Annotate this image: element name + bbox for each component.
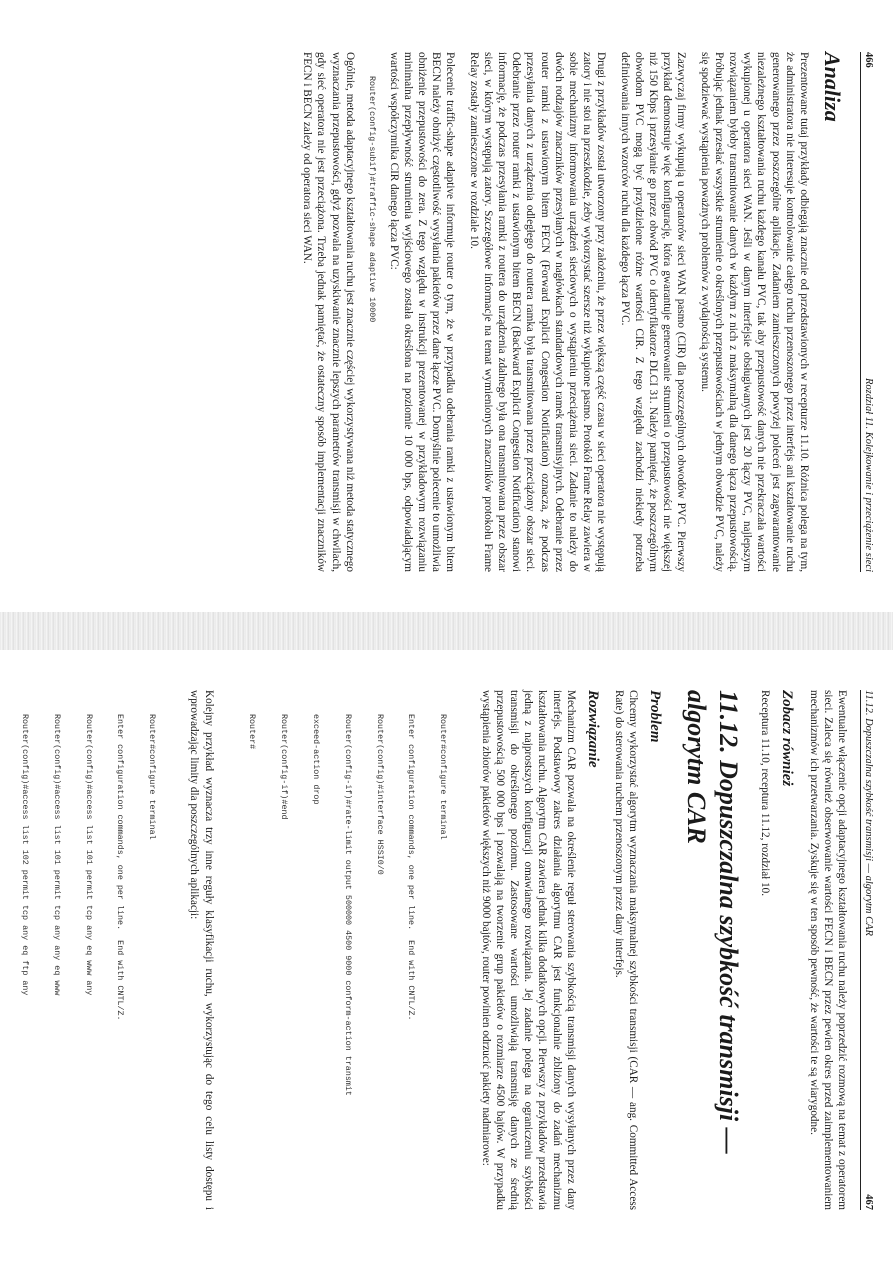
right-section-title: 11.12. Dopuszczalna szybkość transmisji — algorytm CAR [863, 690, 874, 936]
code-line: Enter configuration commands, one per line. End with CNTL/Z. [115, 714, 126, 1021]
right-running-head [860, 690, 875, 1210]
rate-limit-code-block [226, 714, 470, 1210]
problem-heading: Problem [647, 690, 664, 743]
intro-paragraph: Ewentualne włączenie opcji adaptacyjnego kształtowania ruchu należy poprzedzić rozmową na temat z operatorem sieci. Zaleca się również obserwowanie wartości FECN i BECN przez pewien okres przed zaimplementowaniem mechanizmów ich przetwarzania. Zyskuje się w ten sposób pewność, że wartości te są wiarygodne. [807, 690, 848, 1210]
analysis-heading: Analiza [820, 52, 845, 122]
middle-paragraph: Kolejny przykład wyznacza trzy inne reguły klasyfikacji ruchu, wykorzystując do tego celu listy dostępu i wprowadzając limity dla poszczególnych aplikacji: [188, 690, 215, 1210]
code-line: exceed-action drop [311, 714, 322, 805]
recipe-title: 11.12. Dopuszczalna szybkość transmisji — algorytm CAR [682, 690, 744, 1154]
left-page-number: 466 [863, 52, 874, 68]
code-line: Router(config)#interface HSSI0/0 [374, 714, 385, 875]
see-also-text: Receptura 11.10, receptura 11.12, rozdział 10. [759, 690, 772, 897]
code-line: Router# [247, 714, 258, 750]
problem-text: Chcemy wykorzystać algorytm wyznaczania maksymalnej szybkości transmisji (CAR — ang. Committed Access Rate) do sterowania ruchem przenoszonym przez dany interfejs. [612, 690, 640, 1210]
analysis-paragraph-4: Polecenie traffic-shape adaptive informuje router o tym, że w przypadku odebrania ramki z ustawionym bitem BECN należy obniżyć częstotliwość wysyłania pakietów przez dane łącze PVC. Domyślnie polecenie to umożliwia obniżenie przepustowości do zera. Z tego względu w instrukcji prezentowanej w przykładowym rozwiązaniu minimalna przepływność strumienia wyjściowego została określona na poziomie 10 000 bps, odpowiadającym wartości współczynnika CIR danego łącza PVC: [387, 52, 457, 572]
analysis-paragraph-5: Ogólnie, metoda adaptacyjnego kształtowania ruchu jest znacznie częściej wykorzystywana niż metoda statycznego wyznaczania przepustowości, gdyż pozwala na uzyskiwanie znacznie lepszych parametrów transmisji w chwilach, gdy sieć operatora nie jest przeciążona. Trzeba jednak pamiętać, że ostateczny sposób implementacji znaczników FECN i BECN zależy od operatora sieci WAN. [301, 52, 356, 572]
solution-heading: Rozwiązanie [584, 690, 601, 768]
code-line: Router(config-if)#rate-limit output 500000 4500 9000 conform-action transmit [342, 714, 353, 1096]
traffic-shape-code: Router(config-subif)#traffic-shape adaptive 10000 [367, 76, 378, 323]
code-line: Router#configure terminal [147, 714, 158, 840]
code-line: Router(config-if)#end [279, 714, 290, 820]
book-gutter [0, 612, 893, 650]
left-running-head [860, 52, 875, 572]
see-also-heading: Zobacz również [779, 690, 796, 787]
right-page [0, 650, 893, 1250]
left-chapter-title: Rozdział 11. Kolejkowanie i przeciążenie sieci [863, 377, 874, 572]
code-line: Router(config)#access list 101 permit tcp any eq www any [83, 714, 94, 996]
code-line: Router(config)#access list 101 permit tcp any any eq www [51, 714, 62, 996]
left-page [0, 12, 893, 612]
code-line: Router#configure terminal [438, 714, 449, 840]
right-page-number: 467 [863, 1194, 874, 1210]
solution-text: Mechanizm CAR pozwala na określenie reguł sterowania szybkością transmisji danych wysyłanych przez dany interfejs. Podstawowy zakres działania algorytmu CAR jest funkcjonalnie zbliżony do zadań mechanizmu kształtowania ruchu. Algorytm CAR zawiera jednak kilka dodatkowych opcji. Pierwszy z przykładów przedstawia jedną z najprostszych konfiguracji omawianego rozwiązania. Jej zadanie polega na ograniczeniu szybkości transmisji do określonego poziomu. Zastosowane wartości umożliwiają transmisję danych ze średnią przepustowością 500 000 bps i pozwalają na tworzenie grup pakietów o rozmiarze 4500 bajtów. W przypadku wystąpienia zbiorów pakietów większych niż 9000 bajtów, router powinien odrzucić pakiety nadmiarowe: [479, 690, 577, 1210]
analysis-paragraph-2: Zazwyczaj firmy wykupują u operatorów sieci WAN pasmo (CIR) dla poszczególnych obwodów PVC. Pierwszy przykład demonstruje więc konfigurację, która gwarantuje generowanie strumieni o przepustowości nie większej niż 150 Kbps i przesyłanie go przez obwód PVC o identyfikatorze DLCI 31. Należy pamiętać, że poszczególnym obwodom PVC mogą być przydzielone różne wartości CIR. Z tego względu zachodzi niekiedy potrzeba definiowania innych wzorców ruchu dla każdego łącza PVC. [618, 52, 688, 572]
analysis-paragraph-1: Prezentowane tutaj przykłady odbiegają znacznie od przedstawionych w recepturze 11.10. Różnica polega na tym, że administratora nie interesuje kontrolowanie całego ruchu przenoszonego przez interfejs ani kształtowanie ruchu generowanego przez poszczególne aplikacje. Zadaniem zamieszczonych powyżej poleceń jest zagwarantowanie niezależnego kształtowania ruchu każdego kanału PVC, tak aby przepustowość danych nie przekraczała wartości wykupionej u operatora sieci WAN. Jeśli w danym interfejsie obsługiwanych jest 20 łączy PVC, najlepszym rozwiązaniem byłoby transmitowanie danych w każdym z nich z maksymalną dla danego łącza przepustowością. Próbując jednak przesłać wszystkie strumienie o określonych przepustowościach w jednym obwodzie PVC, należy się spodziewać wystąpienia poważnych problemów z wydajnością systemu. [698, 52, 810, 572]
access-list-code-block [0, 714, 178, 1210]
code-line: Enter configuration commands, one per line. End with CNTL/Z. [406, 714, 417, 1021]
analysis-paragraph-3: Drugi z przykładów został utworzony przy założeniu, że przez większą część czasu w sieci operatora nie występują zatory i nie stoi na przeszkodzie, żeby wykorzystać szersze niż wykupione pasmo. Protokół Frame Relay zawiera w sobie mechanizmy informowania urządzeń sieciowych o wystąpieniu przeciążenia sieci. Zadanie to należy do dwóch rodzajów znaczników przesyłanych w nagłówkach standardowych ramek transmisyjnych. Odebranie przez router ramki z ustawionym bitem FECN (Forward Explicit Congestion Notification) oznacza, że podczas przesyłania danych z urządzenia odległego do routera ramka była transmitowana przez przeciążony obszar sieci. Odebranie przez router ramki z ustawionym bitem BECN (Backward Explicit Congestion Notification) stanowi informację, że podczas przesyłania ramki z routera do urządzenia zdalnego była ona transmitowana przez obszar sieci, w którym występują zatory. Szczegółowe informacje na temat wymienionych znaczników protokołu Frame Relay zostały zamieszczone w rozdziale 10. [467, 52, 608, 572]
code-line: Router(config)#access list 102 permit tcp any eq ftp any [19, 714, 30, 996]
